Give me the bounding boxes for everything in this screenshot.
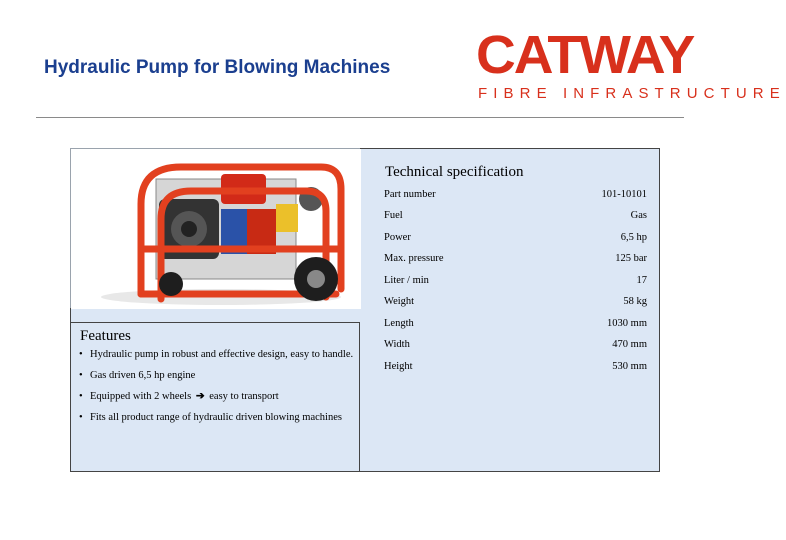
spec-label: Width (384, 339, 410, 350)
bullet-icon: • (79, 349, 83, 360)
spec-value: 6,5 hp (620, 232, 647, 243)
bullet-icon: • (79, 370, 83, 381)
spec-label: Length (384, 318, 414, 329)
spec-row-width (384, 335, 647, 356)
spec-label: Part number (384, 189, 436, 200)
spec-value: Gas (630, 210, 647, 221)
feature-text: Gas driven 6,5 hp engine (90, 370, 196, 381)
spec-value: 125 bar (615, 253, 647, 264)
page-title: Hydraulic Pump for Blowing Machines (44, 57, 391, 78)
spec-label: Max. pressure (384, 253, 444, 264)
spec-row-height (384, 357, 647, 378)
spec-label: Height (384, 361, 413, 372)
catway-logo (476, 25, 786, 106)
feature-item (79, 412, 354, 424)
spec-row-power (384, 228, 647, 249)
spec-label: Power (384, 232, 411, 243)
hydraulic-pump-image (71, 149, 361, 309)
spec-label: Fuel (384, 210, 403, 221)
features-box (70, 322, 360, 472)
spec-value: 470 mm (612, 339, 647, 350)
feature-item (79, 349, 354, 361)
spec-row-length (384, 314, 647, 335)
bullet-icon: • (79, 412, 83, 423)
spec-label: Weight (384, 296, 415, 307)
spec-row-liter-per-min (384, 271, 647, 292)
features-title: Features (80, 328, 131, 344)
features-list (79, 349, 354, 433)
feature-item (79, 391, 354, 403)
logo-wordmark: CATWAY (476, 25, 694, 85)
spec-value: 17 (636, 275, 647, 286)
spec-row-weight (384, 292, 647, 313)
logo-tagline: FIBRE INFRASTRUCTURE (478, 85, 786, 102)
product-photo (70, 148, 360, 308)
spec-value: 58 kg (623, 296, 647, 307)
spec-value: 530 mm (612, 361, 647, 372)
feature-item (79, 370, 354, 382)
feature-text-after: easy to transport (209, 391, 279, 402)
spec-value: 1030 mm (607, 318, 647, 329)
technical-specification (372, 148, 660, 472)
arrow-right-icon: ➔ (195, 391, 205, 402)
spec-label: Liter / min (384, 275, 429, 286)
spec-row-max-pressure (384, 249, 647, 270)
feature-text: Fits all product range of hydraulic driven blowing machines (90, 412, 342, 423)
spec-row-part-number (384, 185, 647, 206)
feature-text: Equipped with 2 wheels (90, 391, 192, 402)
spec-value: 101-10101 (601, 189, 647, 200)
bullet-icon: • (79, 391, 83, 402)
spec-row-fuel (384, 206, 647, 227)
header-divider (36, 117, 684, 118)
tech-spec-title: Technical specification (385, 164, 524, 180)
feature-text: Hydraulic pump in robust and effective design, easy to handle. (90, 349, 354, 360)
